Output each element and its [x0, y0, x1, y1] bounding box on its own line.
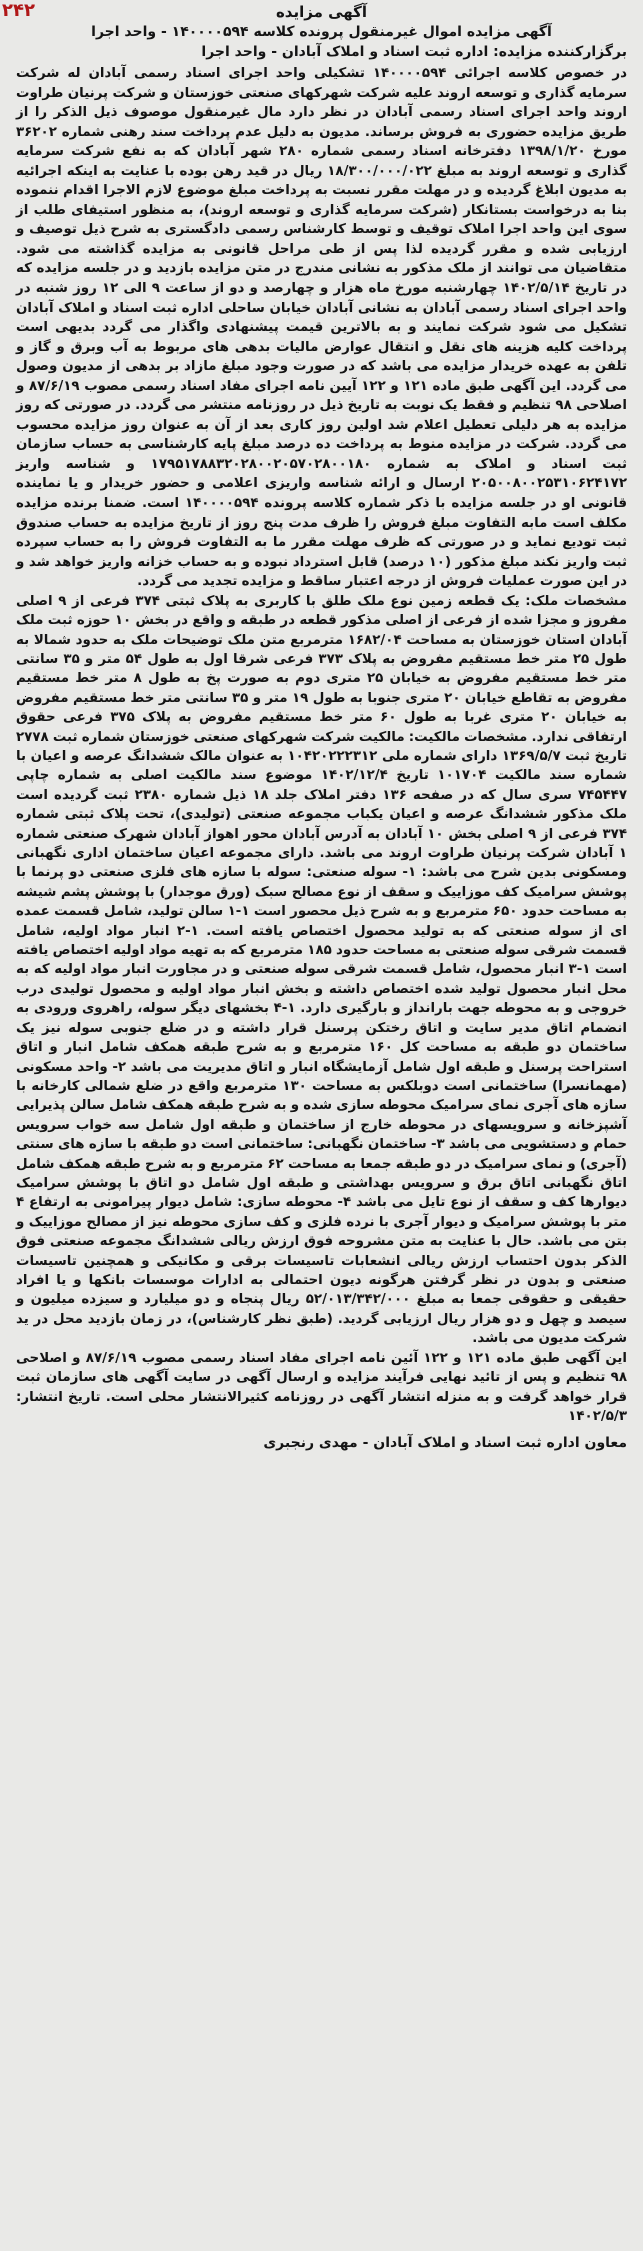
notice-subtitle: آگهی مزایده اموال غیرمنقول پرونده کلاسه ۱۴۰۰۰۰۵۹۴ - واحد اجرا [91, 24, 552, 40]
page-number-stamp: ۲۴۲ [2, 0, 35, 21]
notice-body-paragraph: در خصوص کلاسه اجرائی ۱۴۰۰۰۰۵۹۴ تشکیلی واحد اجرای اسناد رسمی آبادان له شرکت سرمایه گذاری و توسعه اروند علیه شرکت شهرکهای صنعتی خوزستان و شرکت پرنیان طراوت اروند واحد اجرای اسناد رسمی آبادان در نظر دارد مال غیرمنقول موصوف ذیل الذکر را از طریق مزایده حضوری به فروش برساند. مدیون به دلیل عدم پرداخت سند رهنی شماره ۳۶۲۰۲ مورخ ۱۳۹۸/۱/۲۰ دفترخانه اسناد رسمی شماره ۲۸۰ شهر آبادان که به نفع شرکت سرمایه گذاری و توسعه اروند به مبلغ ۱۸/۳۰۰/۰۰۰/۰۲۲ ریال در قید رهن بوده با عنایت به اینکه اجرائیه به مدیون ابلاغ گردیده و در مهلت مقرر نسبت به پرداخت مبلغ موضوع لازم الاجرا اقدام ننموده بنا به درخواست بستانکار (شرکت سرمایه گذاری و توسعه اروند)، به منظور استیفای طلب از سوی این واحد اجرا املاک توقیف و توسط کارشناس رسمی دادگستری به شرح ذیل توصیف و ارزیابی شده و مقرر گردیده لذا پس از طی مراحل قانونی به مزایده گذاشته می شود. متقاضیان می توانند از ملک مذکور به نشانی مندرج در متن مزایده بازدید و در جلسه مزایده که در تاریخ ۱۴۰۲/۵/۱۴ چهارشنبه مورخ ماه هزار و چهارصد و دو از ساعت ۹ الی ۱۲ روز شنبه در واحد اجرای اسناد رسمی آبادان به نشانی آبادان خیابان ساحلی اداره ثبت اسناد و املاک آبادان تشکیل می شود شرکت نمایند و به بالاترین قیمت پیشنهادی واگذار می گردد بدیهی است پرداخت کلیه هزینه های نقل و انتقال عوارض مالیات بدهی های مربوط به آب وبرق و گاز و تلفن به عهده خریدار مزایده می باشد که در صورت وجود مبلغ مازاد بر بدهی از مدیون وصول می گردد. این آگهی طبق ماده ۱۲۱ و ۱۲۲ آیین نامه اجرای مفاد اسناد رسمی مصوب ۸۷/۶/۱۹ و اصلاحی ۹۸ تنظیم و فقط یک نوبت به تاریخ ذیل در روزنامه منتشر می گردد. در صورتی که روز مزایده به هر دلیلی تعطیل اعلام شد اولین روز کاری بعد از آن به عنوان روز مزایده محسوب می گردد. شرکت در مزایده منوط به پرداخت ده درصد مبلغ پایه کارشناسی به حساب سازمان ثبت اسناد و املاک به شماره ۱۷۹۵۱۷۸۸۳۲۰۲۸۰۰۲۰۵۷۰۲۸۰۰۱۸۰ و شناسه واریز ۲۰۵۰۰۸۰۰۲۵۳۱۰۶۲۴۱۷۲ ارسال و ارائه شناسه واریزی اعلامی و حضور خریدار و یا نماینده قانونی او در جلسه مزایده با ذکر شماره کلاسه پرونده ۱۴۰۰۰۰۵۹۴ است. ضمنا برنده مزایده مکلف است مابه التفاوت مبلغ فروش را ظرف مدت پنج روز از تاریخ مزایده به حساب صندوق ثبت تودیع نماید و در صورتی که ظرف مهلت مقرر ما به التفاوت فروش را به حساب سپرده ثبت واریز نکند مبلغ مذکور (۱۰ درصد) قابل استرداد نبوده و به حساب خزانه واریز خواهد شد و در این صورت عملیات فروش از درجه اعتبار ساقط و مزایده تجدید می گردد. [16, 66, 628, 590]
property-specification-paragraph: مشخصات ملک: یک قطعه زمین نوع ملک طلق با کاربری به پلاک ثبتی ۳۷۴ فرعی از ۹ اصلی مفروز و مجزا شده از فرعی از اصلی مذکور قطعه در طبقه و واقع در بخش ۱۰ حوزه ثبت ملک آبادان استان خوزستان به مساحت ۱۶۸۲/۰۴ مترمربع متن ملک توضیحات ملک به حدود شمالا به طول ۲۵ متر خط مستقیم مفروض به پلاک ۳۷۳ فرعی شرقا اول به طول ۵۴ متر و ۳۵ سانتی متر خط مستقیم مفروض به خیابان ۲۵ متری دوم به صورت پخ به طول ۸ متر خط مستقیم مفروض به تقاطع خیابان ۲۰ متری جنوبا به طول ۱۹ متر و ۳۵ سانتی متر خط مستقیم مفروض به خیابان ۲۰ متری غربا به طول ۶۰ متر خط مستقیم مفروض به پلاک ۳۷۵ فرعی حقوق ارتفاقی ندارد. مشخصات مالکیت: مالکیت شرکت شهرکهای صنعتی خوزستان شماره ثبت ۲۷۷۸ تاریخ ثبت ۱۳۶۹/۵/۷ دارای شماره ملی ۱۰۴۲۰۲۲۲۳۱۲ به عنوان مالک ششدانگ عرصه و اعیان با شماره سند مالکیت ۱۰۱۷۰۴ تاریخ ۱۴۰۲/۱۲/۴ موضوع سند مالکیت اصلی به شماره چاپی ۷۴۵۴۴۷ سری سال که در صفحه ۱۳۶ دفتر املاک جلد ۱۸ ذیل شماره ۲۳۸۰ ثبت گردیده است ملک مذکور ششدانگ عرصه و اعیان یکباب مجموعه صنعتی (تولیدی)، تحت پلاک ثبتی شماره ۳۷۴ فرعی از ۹ اصلی بخش ۱۰ آبادان به آدرس آبادان محور اهواز آبادان شهرک صنعتی شماره ۱ آبادان شرکت پرنیان طراوت اروند می باشد. دارای مجموعه اعیان ساختمان اداری نگهبانی ومسکونی بدین شرح می باشد: ۱- سوله صنعتی: سوله با سازه های فلزی صنعتی دو پرنما با پوشش سرامیک کف موزاییک و سقف از نوع مصالح سبک (ورق موجدار) با پوشش پشم شیشه به مساحت حدود ۶۵۰ مترمربع و به شرح ذیل محصور است ۱-۱ سالن تولید، شامل قسمت عمده ای از سوله صنعتی که به تولید محصول اختصاص یافته است. ۱-۲ انبار مواد اولیه، شامل قسمت شرقی سوله صنعتی به مساحت حدود ۱۸۵ مترمربع که به تهیه مواد اولیه اختصاص یافته است ۱-۳ انبار محصول، شامل قسمت شرقی سوله صنعتی و در مجاورت انبار مواد اولیه که به محل انبار محصول تولید شده اختصاص داشته و بخش انبار مواد اولیه و محصول تولیدی درب خروجی و به محوطه جهت بارانداز و بارگیری دارد. ۱-۴ بخشهای دیگر سوله، راهروی ورودی به انضمام اتاق مدیر سایت و اتاق رختکن پرسنل قرار داشته و در ضلع جنوبی سوله نیز یک ساختمان دو طبقه به مساحت کل ۱۶۰ مترمربع و به شرح طبقه همکف شامل انبار و اتاق استراحت پرسنل و طبقه اول شامل آزمایشگاه انبار و اتاق مدیریت می باشد ۲- واحد مسکونی (مهمانسرا) ساختمانی است دوبلکس به مساحت ۱۳۰ مترمربع واقع در ضلع شمالی کارخانه با سازه های آجری نمای سرامیک محوطه سازی شده و به شرح طبقه همکف شامل سالن پذیرایی آشپزخانه و سرویسهای در محوطه خارج از ساختمان و طبقه اول شامل سه خواب سرویس حمام و دستشویی می باشد ۳- ساختمان نگهبانی: ساختمانی است دو طبقه با سازه های سنتی (آجری) و نمای سرامیک در دو طبقه جمعا به مساحت ۶۲ مترمربع و به شرح طبقه همکف شامل اتاق نگهبانی اتاق برق و سرویس بهداشتی و طبقه اول شامل دو اتاق با پوشش سرامیک دیوارها کف و سقف از نوع تایل می باشد ۴- محوطه سازی: شامل دیوار پیرامونی به ارتفاع ۴ متر با پوشش سرامیک و دیوار آجری با نرده فلزی و کف سازی محوطه نیز از مصالح موزاییک و بتن می باشد. حال با عنایت به متن مشروحه فوق ارزش ریالی ششدانگ مجموعه صنعتی فوق الذکر بدون احتساب ارزش ریالی انشعابات تاسیسات برقی و مکانیکی و همچنین تاسیسات صنعتی و بدون در نظر گرفتن هرگونه دیون احتمالی به ادارات موسسات بانکها و یا افراد حقیقی و حقوقی جمعا به مبلغ ۵۲/۰۱۳/۳۴۲/۰۰۰ ریال پنجاه و دو میلیارد و سیزده میلیون و سیصد و چهل و دو هزار ریال ارزیابی گردید. (طبق نظر کارشناس)، در زمان بازدید محل در ید شرکت مدیون می باشد. [16, 593, 628, 1347]
auction-holder: برگزارکننده مزایده: اداره ثبت اسناد و املاک آبادان - واحد اجرا [201, 44, 627, 60]
notice-closing-paragraph: این آگهی طبق ماده ۱۲۱ و ۱۲۲ آئین نامه اجرای مفاد اسناد رسمی مصوب ۸۷/۶/۱۹ و اصلاحی ۹۸ تنظیم و پس از تائید نهایی فرآیند مزایده و ارسال آگهی در سایت آگهی های سازمان ثبت قرار خواهد گرفت و به منزله انتشار آگهی در روزنامه کثیرالانتشار محلی است. تاریخ انتشار: ۱۴۰۲/۵/۳ [16, 1350, 628, 1425]
notice-title: آگهی مزایده [275, 3, 368, 21]
notice-signature: معاون اداره ثبت اسناد و املاک آبادان - مهدی رنجبری [263, 1434, 627, 1451]
